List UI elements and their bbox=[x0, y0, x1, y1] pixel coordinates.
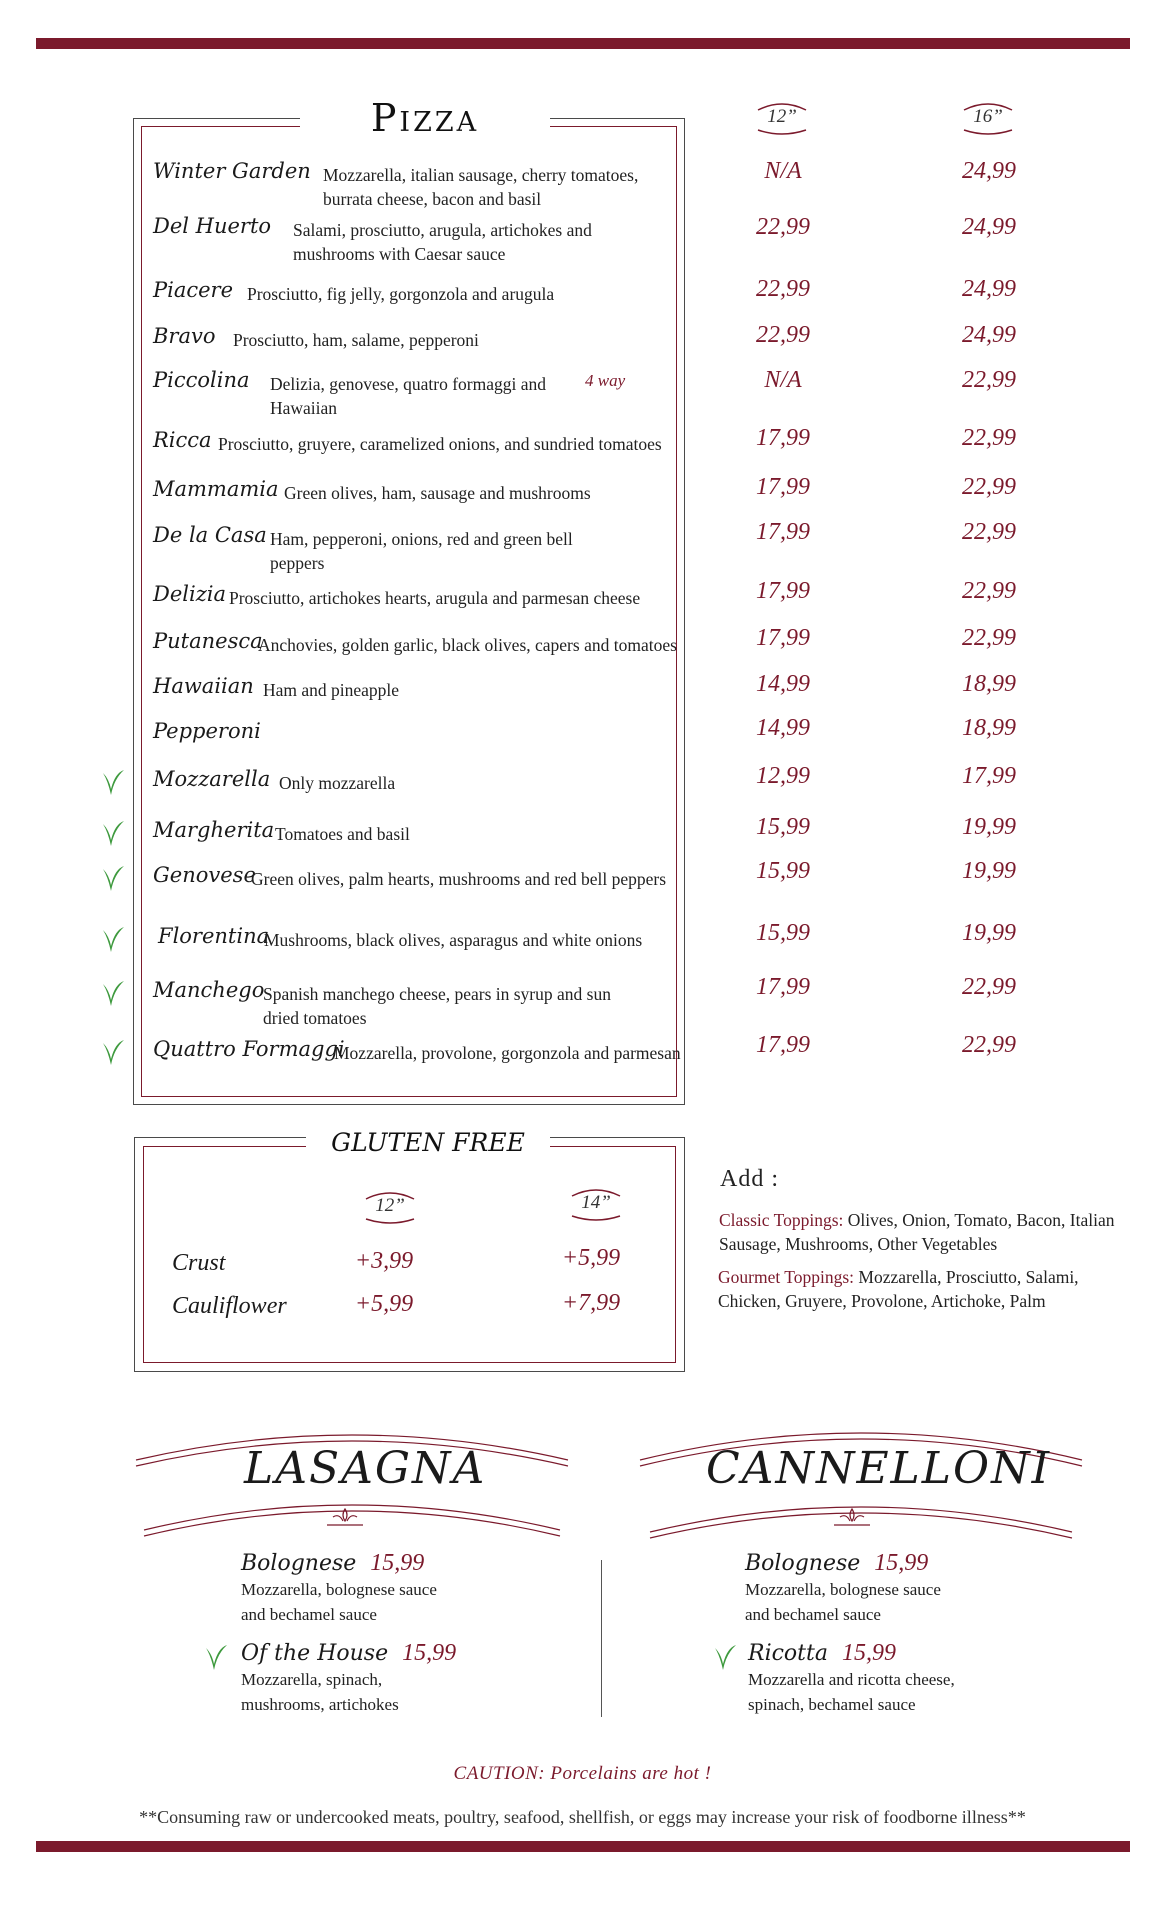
pizza-title-cap bbox=[300, 96, 550, 146]
price-16: 24,99 bbox=[962, 158, 1016, 184]
dish-price: 15,99 bbox=[370, 1550, 425, 1576]
price-16: 22,99 bbox=[962, 578, 1016, 604]
gf-crust-label: Crust bbox=[172, 1250, 226, 1276]
pizza-name: Piacere bbox=[153, 278, 234, 302]
pizza-description: Ham and pineapple bbox=[263, 680, 400, 700]
gf-cauliflower-price-12: +5,99 bbox=[354, 1291, 414, 1317]
price-12: 22,99 bbox=[756, 322, 810, 348]
pizza-description: Prosciutto, ham, salame, pepperoni bbox=[233, 330, 479, 350]
dish-desc: Mozzarella and ricotta cheese, bbox=[748, 1670, 955, 1689]
vegetarian-leaf-icon bbox=[100, 863, 126, 893]
price-12: 17,99 bbox=[756, 974, 810, 1000]
price-16: 24,99 bbox=[962, 276, 1016, 302]
add-title: Add : bbox=[720, 1166, 779, 1192]
gf-cauliflower-label: Cauliflower bbox=[172, 1293, 287, 1319]
pizza-description: Mozzarella, provolone, gorgonzola and parmesan bbox=[334, 1043, 681, 1063]
pizza-name: Piccolina bbox=[153, 368, 250, 392]
dish-price: 15,99 bbox=[874, 1550, 929, 1576]
pizza-name: Ricca bbox=[153, 428, 212, 452]
gf-size-header-14: 14” bbox=[556, 1192, 636, 1214]
size-underline-icon bbox=[962, 128, 1014, 136]
price-12: 17,99 bbox=[756, 474, 810, 500]
gf-crust-price-14: +5,99 bbox=[561, 1245, 621, 1271]
pizza-description: Green olives, palm hearts, mushrooms and red bell peppers bbox=[251, 869, 667, 889]
size-underline-icon bbox=[364, 1217, 416, 1225]
column-divider bbox=[601, 1560, 602, 1717]
pizza-name: Del Huerto bbox=[153, 214, 272, 238]
gluten-free-title: GLUTEN FREE bbox=[331, 1128, 525, 1157]
size-underline-icon bbox=[756, 128, 808, 136]
price-12: N/A bbox=[764, 367, 802, 393]
price-12: 14,99 bbox=[756, 715, 810, 741]
pizza-note: 4 way bbox=[585, 371, 626, 390]
pizza-name: Mammamia bbox=[153, 477, 279, 501]
dish-price: 15,99 bbox=[402, 1640, 457, 1666]
dish-desc: spinach, bechamel sauce bbox=[748, 1695, 916, 1714]
disclaimer: **Consuming raw or undercooked meats, poultry, seafood, shellfish, or eggs may increase your risk of foodborne illness** bbox=[139, 1807, 1026, 1827]
price-16: 19,99 bbox=[962, 858, 1016, 884]
price-16: 22,99 bbox=[962, 1032, 1016, 1058]
classic-toppings-label: Classic Toppings: bbox=[719, 1210, 844, 1230]
size-header-16: 16” bbox=[948, 106, 1028, 128]
dish-name: Bolognese bbox=[241, 1551, 357, 1576]
lasagna-title: LASAGNA bbox=[244, 1443, 487, 1494]
price-16: 22,99 bbox=[962, 519, 1016, 545]
gourmet-toppings-items: Mozzarella, Prosciutto, Salami, Chicken, Gruyere, Provolone, Artichoke, Palm bbox=[718, 1267, 1079, 1311]
price-12: 15,99 bbox=[756, 814, 810, 840]
pizza-description: Ham, pepperoni, onions, red and green bell peppers bbox=[270, 529, 573, 573]
dish-name: Ricotta bbox=[748, 1641, 828, 1666]
gourmet-toppings bbox=[718, 1265, 1128, 1313]
pizza-description: Prosciutto, gruyere, caramelized onions, and sundried tomatoes bbox=[218, 434, 662, 454]
vegetarian-leaf-icon bbox=[712, 1642, 738, 1672]
price-16: 22,99 bbox=[962, 367, 1016, 393]
classic-toppings bbox=[719, 1208, 1129, 1256]
price-12: 17,99 bbox=[756, 1032, 810, 1058]
lasagna-item bbox=[241, 1640, 571, 1717]
cannelloni-item bbox=[745, 1550, 1075, 1627]
pizza-description: Salami, prosciutto, arugula, artichokes and mushrooms with Caesar sauce bbox=[293, 220, 592, 264]
vegetarian-leaf-icon bbox=[100, 1037, 126, 1067]
price-12: 22,99 bbox=[756, 214, 810, 240]
cannelloni-title: CANNELLONI bbox=[706, 1443, 1051, 1494]
pizza-name: Bravo bbox=[153, 324, 216, 348]
price-16: 22,99 bbox=[962, 425, 1016, 451]
dish-desc: Mozzarella, bolognese sauce bbox=[241, 1580, 437, 1599]
pizza-description: Prosciutto, artichokes hearts, arugula and parmesan cheese bbox=[229, 588, 641, 608]
pizza-name: Margherita bbox=[153, 818, 275, 842]
price-12: 17,99 bbox=[756, 425, 810, 451]
size-underline-icon bbox=[570, 1214, 622, 1222]
pizza-description: Tomatoes and basil bbox=[275, 824, 410, 844]
pizza-description: Green olives, ham, sausage and mushrooms bbox=[284, 483, 591, 503]
price-12: 17,99 bbox=[756, 578, 810, 604]
dish-desc: and bechamel sauce bbox=[241, 1605, 377, 1624]
gf-size-header-12: 12” bbox=[350, 1195, 430, 1217]
gourmet-toppings-label: Gourmet Toppings: bbox=[718, 1267, 855, 1287]
price-16: 22,99 bbox=[962, 974, 1016, 1000]
pizza-description: Only mozzarella bbox=[279, 773, 396, 793]
price-12: 15,99 bbox=[756, 920, 810, 946]
bottom-border bbox=[36, 1841, 1130, 1852]
cannelloni-item bbox=[748, 1640, 1078, 1717]
vegetarian-leaf-icon bbox=[100, 767, 126, 797]
dish-desc: and bechamel sauce bbox=[745, 1605, 881, 1624]
pizza-title: Pizza bbox=[370, 96, 480, 140]
price-12: 17,99 bbox=[756, 519, 810, 545]
pizza-description: Mozzarella, italian sausage, cherry tomatoes, burrata cheese, bacon and basil bbox=[323, 165, 639, 209]
price-16: 22,99 bbox=[962, 474, 1016, 500]
price-16: 19,99 bbox=[962, 920, 1016, 946]
lasagna-item bbox=[241, 1550, 571, 1627]
dish-desc: Mozzarella, bolognese sauce bbox=[745, 1580, 941, 1599]
gf-crust-price-12: +3,99 bbox=[354, 1248, 414, 1274]
fleur-ornament-icon bbox=[325, 1507, 365, 1529]
dish-name: Bolognese bbox=[745, 1551, 861, 1576]
vegetarian-leaf-icon bbox=[100, 978, 126, 1008]
price-16: 24,99 bbox=[962, 322, 1016, 348]
pizza-description: Delizia, genovese, quatro formaggi and Hawaiian bbox=[270, 374, 547, 418]
vegetarian-leaf-icon bbox=[203, 1642, 229, 1672]
price-12: 15,99 bbox=[756, 858, 810, 884]
pizza-name: De la Casa bbox=[153, 523, 267, 547]
caution-note: CAUTION: Porcelains are hot ! bbox=[453, 1763, 712, 1784]
price-16: 18,99 bbox=[962, 715, 1016, 741]
top-border bbox=[36, 38, 1130, 49]
pizza-name: Mozzarella bbox=[153, 767, 271, 791]
pizza-name: Quattro Formaggi bbox=[153, 1037, 345, 1061]
pizza-name: Winter Garden bbox=[153, 159, 311, 183]
pizza-name: Genovese bbox=[153, 863, 256, 887]
gluten-free-title-cap bbox=[306, 1128, 550, 1164]
pizza-name: Putanesca bbox=[153, 629, 263, 653]
price-12: 14,99 bbox=[756, 671, 810, 697]
fleur-ornament-icon bbox=[832, 1507, 872, 1529]
price-16: 24,99 bbox=[962, 214, 1016, 240]
pizza-name: Pepperoni bbox=[153, 719, 261, 743]
pizza-description: Prosciutto, fig jelly, gorgonzola and arugula bbox=[247, 284, 555, 304]
vegetarian-leaf-icon bbox=[100, 818, 126, 848]
pizza-name: Florentina bbox=[158, 924, 270, 948]
size-arc-icon bbox=[364, 1189, 416, 1201]
dish-desc: Mozzarella, spinach, bbox=[241, 1670, 383, 1689]
size-arc-icon bbox=[962, 100, 1014, 112]
price-12: N/A bbox=[764, 158, 802, 184]
gf-cauliflower-price-14: +7,99 bbox=[561, 1290, 621, 1316]
pizza-description: Anchovies, golden garlic, black olives, capers and tomatoes bbox=[258, 635, 677, 655]
price-12: 17,99 bbox=[756, 625, 810, 651]
price-16: 17,99 bbox=[962, 763, 1016, 789]
size-arc-icon bbox=[570, 1186, 622, 1198]
pizza-description: Spanish manchego cheese, pears in syrup and sun dried tomatoes bbox=[263, 984, 611, 1028]
pizza-name: Delizia bbox=[153, 582, 226, 606]
price-12: 22,99 bbox=[756, 276, 810, 302]
pizza-name: Manchego bbox=[153, 978, 265, 1002]
dish-price: 15,99 bbox=[841, 1640, 896, 1666]
pizza-name: Hawaiian bbox=[153, 674, 254, 698]
classic-toppings-items: Olives, Onion, Tomato, Bacon, Italian Sausage, Mushrooms, Other Vegetables bbox=[719, 1210, 1115, 1254]
dish-name: Of the House bbox=[241, 1641, 389, 1666]
pizza-description: Mushrooms, black olives, asparagus and white onions bbox=[264, 930, 643, 950]
size-arc-icon bbox=[756, 100, 808, 112]
price-16: 19,99 bbox=[962, 814, 1016, 840]
price-12: 12,99 bbox=[756, 763, 810, 789]
price-16: 22,99 bbox=[962, 625, 1016, 651]
price-16: 18,99 bbox=[962, 671, 1016, 697]
size-header-12: 12” bbox=[742, 106, 822, 128]
dish-desc: mushrooms, artichokes bbox=[241, 1695, 399, 1714]
vegetarian-leaf-icon bbox=[100, 924, 126, 954]
